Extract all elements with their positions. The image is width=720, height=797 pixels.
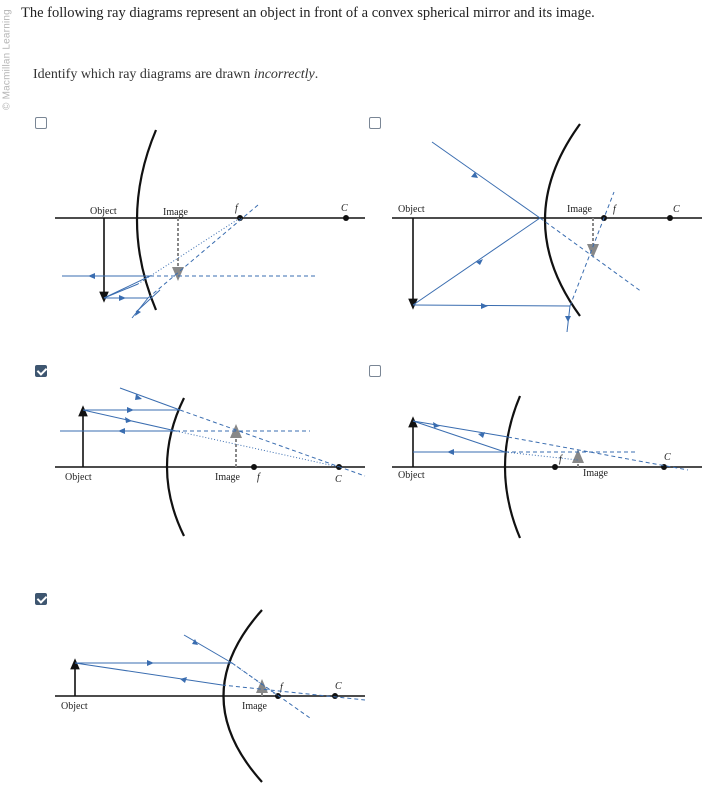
center-label: C	[673, 204, 680, 215]
center-label: C	[335, 474, 342, 485]
diagram-4	[392, 396, 702, 538]
convex-mirror	[545, 124, 580, 316]
diagram-2	[392, 124, 702, 332]
prompt-suffix: .	[314, 67, 319, 82]
prompt-emphasis: incorrectly	[253, 67, 315, 82]
convex-mirror	[137, 130, 156, 310]
object-label: Object	[90, 206, 117, 217]
diagram-3	[55, 388, 365, 536]
center-label: C	[335, 681, 342, 692]
center-point	[332, 693, 338, 699]
focal-label: f	[613, 204, 616, 215]
focal-point	[251, 464, 257, 470]
focal-label: f	[280, 682, 283, 693]
focal-point	[552, 464, 558, 470]
image-label: Image	[215, 472, 240, 483]
focal-label: f	[235, 203, 238, 214]
question-text: The following ray diagrams represent an object in front of a convex spherical mirror and its image.	[21, 5, 595, 21]
focal-label: f	[257, 472, 260, 483]
diagram-5	[55, 610, 365, 782]
object-label: Object	[398, 470, 425, 481]
object-label: Object	[65, 472, 92, 483]
image-label: Image	[242, 701, 267, 712]
focal-label: f	[559, 454, 562, 465]
center-label: C	[664, 452, 671, 463]
center-label: C	[341, 203, 348, 214]
image-label: Image	[583, 468, 608, 479]
prompt-prefix: Identify which ray diagrams are drawn	[33, 67, 254, 82]
diagram-1	[55, 130, 365, 318]
image-label: Image	[163, 207, 188, 218]
watermark: © Macmillan Learning	[1, 9, 13, 110]
object-label: Object	[398, 204, 425, 215]
image-label: Image	[567, 204, 592, 215]
center-point	[343, 215, 349, 221]
center-point	[667, 215, 673, 221]
object-label: Object	[61, 701, 88, 712]
